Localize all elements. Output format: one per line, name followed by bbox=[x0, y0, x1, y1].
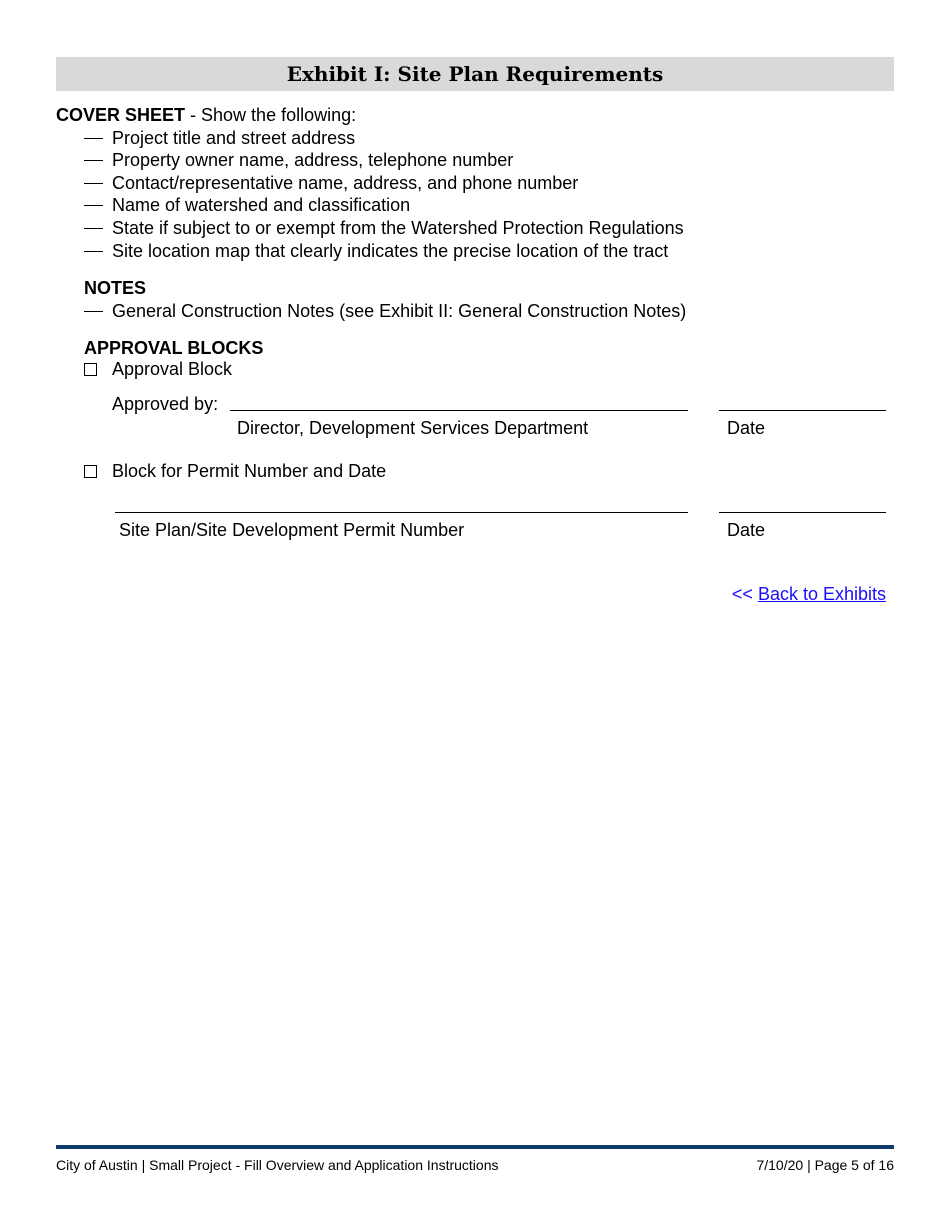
notes-heading: NOTES bbox=[84, 278, 147, 298]
cover-sheet-item: State if subject to or exempt from the Watershed Protection Regulations bbox=[112, 218, 684, 238]
cover-sheet-item: Contact/representative name, address, and phone number bbox=[112, 173, 579, 193]
dash-icon bbox=[84, 138, 103, 139]
approval-block-label: Approval Block bbox=[112, 359, 233, 379]
dash-icon bbox=[84, 251, 103, 252]
footer-rule bbox=[56, 1145, 894, 1149]
cover-sheet-item: Project title and street address bbox=[112, 128, 356, 148]
approval-blocks-heading: APPROVAL BLOCKS bbox=[84, 338, 264, 358]
cover-sheet-item: Name of watershed and classification bbox=[112, 195, 411, 215]
dash-icon bbox=[84, 228, 103, 229]
permit-block-checkbox[interactable] bbox=[84, 465, 97, 478]
permit-caption: Site Plan/Site Development Permit Number bbox=[119, 520, 465, 540]
approval-block-checkbox[interactable] bbox=[84, 363, 97, 376]
dash-icon bbox=[84, 183, 103, 184]
dash-icon bbox=[84, 160, 103, 161]
page-title: Exhibit I: Site Plan Requirements bbox=[286, 62, 664, 86]
cover-sheet-heading: COVER SHEET bbox=[56, 105, 186, 125]
back-link-prefix: << bbox=[731, 584, 758, 604]
permit-date-line[interactable] bbox=[719, 512, 886, 513]
approval-date-caption: Date bbox=[727, 418, 766, 438]
approved-by-label: Approved by: bbox=[112, 394, 219, 414]
signer-caption: Director, Development Services Department bbox=[237, 418, 589, 438]
footer-left-text: City of Austin | Small Project - Fill Overview and Application Instructions bbox=[56, 1157, 499, 1173]
dash-icon bbox=[84, 311, 103, 312]
footer-right-text: 7/10/20 | Page 5 of 16 bbox=[756, 1157, 894, 1173]
cover-sheet-intro: - Show the following: bbox=[185, 105, 357, 125]
back-to-exhibits-link[interactable] bbox=[732, 583, 886, 605]
cover-sheet-item: Property owner name, address, telephone number bbox=[112, 150, 514, 170]
permit-number-line[interactable] bbox=[115, 512, 688, 513]
permit-block-label: Block for Permit Number and Date bbox=[112, 461, 387, 481]
permit-date-caption: Date bbox=[727, 520, 766, 540]
approval-date-line[interactable] bbox=[719, 410, 886, 411]
dash-icon bbox=[84, 205, 103, 206]
approved-by-signature-line[interactable] bbox=[230, 410, 688, 411]
cover-sheet-item: Site location map that clearly indicates the precise location of the tract bbox=[112, 241, 669, 261]
notes-item: General Construction Notes (see Exhibit II: General Construction Notes) bbox=[112, 301, 687, 321]
cover-sheet-heading-line bbox=[56, 104, 356, 126]
back-link-label[interactable]: Back to Exhibits bbox=[757, 584, 886, 604]
